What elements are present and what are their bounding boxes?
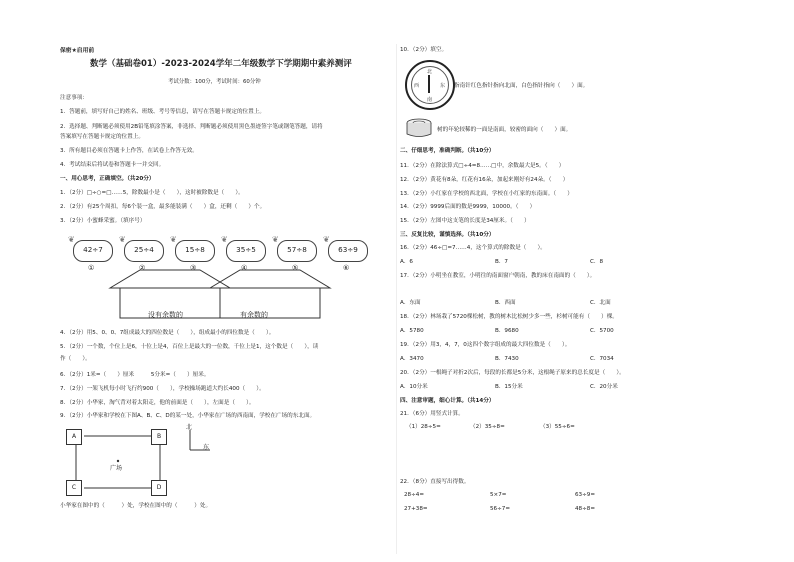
map-north-label: 北: [186, 424, 193, 431]
bee-bubble: ❦ 15÷8: [175, 240, 215, 262]
option: A．5780: [400, 328, 424, 334]
bubble-number: ⑤: [292, 264, 299, 272]
question-1: 1．（2分）□÷○=□……5，除数最小是（ ），这时被除数是（ ）。: [60, 190, 244, 196]
column-divider: [396, 44, 397, 554]
mental-calc: 48÷8=: [575, 506, 596, 512]
bee-bubble: ❦ 35÷5: [226, 240, 266, 262]
option: A．6: [400, 259, 413, 265]
question-12: 12．（2分）黄花有8朵，红花有16朵，加起来刚好有24朵。（ ）: [400, 177, 569, 183]
mental-calc: 27+38=: [404, 506, 428, 512]
option: B．9680: [495, 328, 519, 334]
question-19: 19．（2分）用3，4，7，0这四个数字组成的最大四位数是（ ）。: [400, 342, 571, 348]
notes-heading: 注意事项：: [60, 95, 88, 101]
bubble-number: ③: [190, 264, 197, 272]
option: A．3470: [400, 356, 424, 362]
note-item: 1．答题前，填写好自己的姓名、班级、考号等信息，请写在答题卡规定的位置上。: [60, 109, 265, 115]
house-label-right: 有余数的: [240, 311, 268, 319]
question-16: 16．（2分）46÷□=7……4，这个算式的除数是（ ）。: [400, 245, 546, 251]
bubble-number: ④: [241, 264, 248, 272]
question-4: 4．（2分）用5、0、0、7组成最大的四位数是（ ），组成最小的四位数是（ ）。: [60, 330, 275, 336]
houses-diagram: [100, 268, 380, 328]
question-11: 11．（2分）在除法算式□÷4=8……□中，余数最大是5。（ ）: [400, 163, 565, 169]
bee-bubble: ❦ 42÷7: [73, 240, 113, 262]
question-21: 21．（6分）用竖式计算。: [400, 411, 464, 417]
question-9-answer: 小华家在图中的（ ）处，学校在图中的（ ）处。: [60, 503, 212, 509]
map-point-d: D: [151, 480, 167, 496]
calc-item: （1）28÷5=: [406, 424, 441, 430]
option: B．7: [495, 259, 508, 265]
question-20: 20．（2分）一根绳子对折2次后，每段的长都是5分米，这根绳子原来的总长度是（ ）。: [400, 370, 625, 376]
note-item: 答案填写在答题卡规定的位置上。: [60, 134, 144, 140]
secret-label: 保密★启用前: [60, 48, 95, 54]
question-6: 6．（2分）1米=（ ）厘米 5分米=（ ）厘米。: [60, 372, 210, 378]
question-17: 17．（2分）小明坐在教室，小明往的南面窗户朝南，教的床在南面的（ ）。: [400, 273, 596, 279]
question-7: 7．（2分）一架飞机每小时飞行约900（ ），学校操场跑道大约长400（ ）。: [60, 386, 265, 392]
note-item: 2．选择题、判断题必须使用2B铅笔填涂答案，非选择、判断题必须使用黑色墨迹签字笔或钢笔答题，请将: [60, 124, 323, 130]
option: C．8: [590, 259, 604, 265]
section-2-heading: 二、仔细思考，准确判断。（共10分）: [400, 148, 495, 154]
map-diagram: [60, 428, 240, 500]
question-2: 2．（2分）有25个周扣，每6个装一盒，最多能装满（ ）盒，还剩（ ）个。: [60, 204, 266, 210]
note-item: 4．考试结束后将试卷和答题卡一并交回。: [60, 162, 165, 168]
bubble-number: ⑥: [343, 264, 350, 272]
option: B．西面: [495, 300, 516, 306]
question-22: 22．（8分）直接写出得数。: [400, 479, 470, 485]
leaf-icon: ❦: [221, 235, 228, 244]
exam-title: 数学（基础卷01）-2023-2024学年二年级数学下学期期中素养测评: [90, 59, 352, 69]
map-point-b: B: [151, 429, 167, 445]
question-14: 14．（2分）9999后面的数是9999，10000。（ ）: [400, 204, 536, 210]
question-5: 5．（2分）一个数，个位上是6，十位上是4，百位上是最大的一位数，千位上是1，这个数是（ ），读: [60, 344, 319, 350]
note-item: 3．所有题目必须在答题卡上作答，在试卷上作答无效。: [60, 148, 198, 154]
mental-calc: 63÷9=: [575, 492, 596, 498]
section-1-heading: 一、用心思考，正确填空。（共20分）: [60, 176, 155, 182]
mental-calc: 56÷7=: [490, 506, 511, 512]
bubble-number: ②: [139, 264, 146, 272]
question-9: 9．（2分）小华家和学校在下图A、B、C、D的某一处，小华家在广场的西南面，学校在广场的东北面。: [60, 413, 316, 419]
question-10: 10．（2分）填空。: [400, 47, 448, 53]
leaf-icon: ❦: [119, 235, 126, 244]
calc-item: （2）35÷8=: [470, 424, 505, 430]
option: A．10分米: [400, 384, 428, 390]
leaf-icon: ❦: [68, 235, 75, 244]
question-15: 15．（2分）左图中这支笔的长度是34厘米。（ ）: [400, 218, 530, 224]
question-10b: 树的年轮较稀的一面是南面，较密的面向（ ）面。: [437, 127, 572, 133]
exam-subtitle: 考试分数：100分，考试时间：60分钟: [168, 79, 261, 85]
question-10a: 指南针红色指针指向北面，白色指针指向（ ）面。: [454, 83, 589, 89]
map-east-label: 东: [203, 444, 210, 451]
mental-calc: 5×7=: [490, 492, 507, 498]
bubble-number: ①: [88, 264, 95, 272]
calc-item: （3）55÷6=: [540, 424, 575, 430]
option: C．5700: [590, 328, 614, 334]
leaf-icon: ❦: [272, 235, 279, 244]
section-3-heading: 三、反复比较，谨慎选择。（共10分）: [400, 232, 495, 238]
question-8: 8．（2分）小华家，淘气背对着太阳走，他的前面是（ ），左面是（ ）。: [60, 400, 255, 406]
option: B．7430: [495, 356, 519, 362]
bee-bubble: ❦ 57÷8: [277, 240, 317, 262]
tree-stump-icon: [405, 118, 433, 138]
compass-icon: 北 南 西 东: [405, 60, 455, 110]
leaf-icon: ❦: [170, 235, 177, 244]
option: C．20分米: [590, 384, 618, 390]
map-point-c: C: [66, 480, 82, 496]
map-center-label: 广场: [110, 465, 123, 472]
option: C．7034: [590, 356, 614, 362]
section-4-heading: 四、注意审题，细心计算。（共14分）: [400, 398, 495, 404]
option: B．15分米: [495, 384, 523, 390]
option: C．北面: [590, 300, 611, 306]
bee-bubble: ❦ 63÷9: [328, 240, 368, 262]
map-point-a: A: [66, 429, 82, 445]
question-13: 13．（2分）小红家在学校的西北面，学校在小红家的东南面。（ ）: [400, 191, 573, 197]
mental-calc: 28÷4=: [404, 492, 425, 498]
question-3: 3．（2分）小蜜蜂采蜜。（填序号）: [60, 218, 146, 224]
option: A．东面: [400, 300, 421, 306]
bee-bubble: ❦ 25÷4: [124, 240, 164, 262]
house-label-left: 没有余数的: [148, 311, 183, 319]
question-18: 18．（2分）林场栽了5720棵松树，教的树木比松树少多一些，杉树可能有（ ）棵。: [400, 314, 618, 320]
question-5-cont: 作（ ）。: [60, 356, 91, 362]
leaf-icon: ❦: [323, 235, 330, 244]
